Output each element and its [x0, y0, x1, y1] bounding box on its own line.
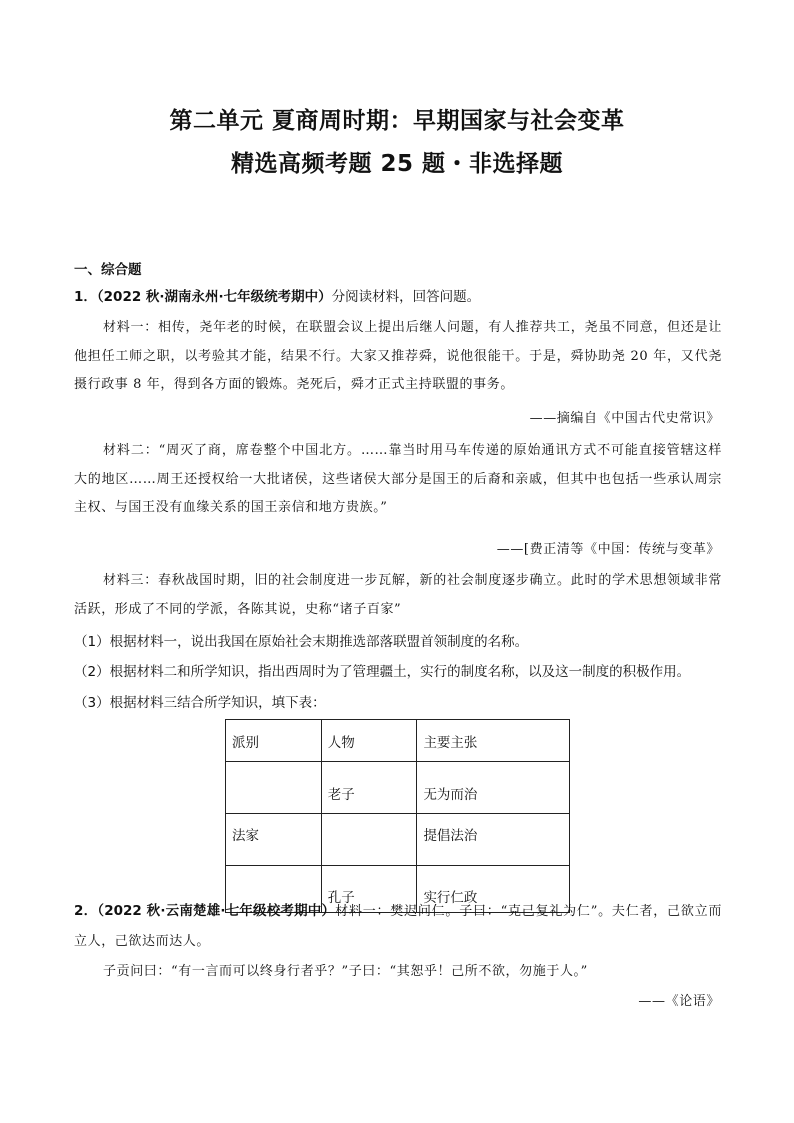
- q1-material-2: 材料二：“周灭了商，席卷整个中国北方。……靠当时用马车传递的原始通讯方式不可能直接管辖这样大的地区……周王还授权给一大批诸侯，这些诸侯大部分是国王的后裔和亲戚，但其中也包括一些承认周宗主权、与国王没有血缘关系的国王亲信和地方贵族。”: [74, 443, 722, 515]
- q2-material-1: 材料一：樊迟问仁。子曰：“克己复礼为仁”。夫仁者，己欲立而立人，己欲达而达人。: [74, 904, 722, 949]
- page-subtitle: 精选高频考题 25 题・非选择题: [230, 151, 564, 177]
- table-cell: 法家: [226, 814, 322, 866]
- table-cell: 老子: [321, 762, 417, 814]
- question-2-source-tag: （2022 秋·云南楚雄·七年级校考期中）: [97, 903, 336, 919]
- question-1-number: 1．: [74, 289, 97, 305]
- table-header-cell: 主要主张: [417, 720, 570, 762]
- q1-subquestion-1: （1）根据材料一，说出我国在原始社会末期推选部落联盟首领制度的名称。: [74, 634, 529, 650]
- table-header-cell: 人物: [321, 720, 417, 762]
- table-header-cell: 派别: [226, 720, 322, 762]
- table-row: [226, 814, 570, 866]
- table-header-row: [226, 720, 570, 762]
- q1-material-1-source: ——摘编自《中国古代史常识》: [529, 411, 720, 426]
- q1-material-2-source: ——[费正清等《中国：传统与变革》: [496, 542, 720, 557]
- table-cell: 实行仁政: [417, 866, 570, 913]
- question-1-source-tag: （2022 秋·湖南永州·七年级统考期中）: [96, 289, 332, 305]
- q2-material-1b: 子贡问曰：“有一言而可以终身行者乎？”子曰：“其恕乎！己所不欲，勿施于人。”: [103, 964, 588, 979]
- table-cell: 孔子: [321, 866, 417, 913]
- table-cell: 无为而治: [417, 762, 570, 814]
- q1-subquestion-3: （3）根据材料三结合所学知识，填下表：: [74, 695, 326, 711]
- question-1-header: [74, 286, 724, 308]
- q2-material-1-source: ——《论语》: [638, 994, 720, 1009]
- question-1-prompt: 分阅读材料，回答问题。: [331, 289, 481, 305]
- question-2-number: 2．: [74, 903, 98, 919]
- section-heading: 一、综合题: [74, 262, 142, 278]
- q1-subquestion-2: （2）根据材料二和所学知识，指出西周时为了管理疆土，实行的制度名称，以及这一制度的积极作用。: [74, 664, 691, 680]
- q1-material-1: 材料一：相传，尧年老的时候，在联盟会议上提出后继人问题，有人推荐共工，尧虽不同意，但还是让他担任工师之职，以考验其才能，结果不行。大家又推荐舜，说他很能干。于是，舜协助尧 20 年，又代尧摄行政事 8 年，得到各方面的锻炼。尧死后，舜才正式主持联盟的事务。: [74, 320, 722, 392]
- table-row: [226, 762, 570, 814]
- schools-table: [225, 719, 570, 913]
- page-title: 第二单元 夏商周时期：早期国家与社会变革: [169, 108, 625, 134]
- table-cell-blank[interactable]: [321, 814, 417, 866]
- q1-material-3: 材料三：春秋战国时期，旧的社会制度进一步瓦解，新的社会制度逐步确立。此时的学术思想领域非常活跃，形成了不同的学派，各陈其说，史称“诸子百家”: [74, 573, 722, 617]
- question-2-header: [74, 897, 722, 956]
- table-cell: 提倡法治: [417, 814, 570, 866]
- table-cell-blank[interactable]: [226, 762, 322, 814]
